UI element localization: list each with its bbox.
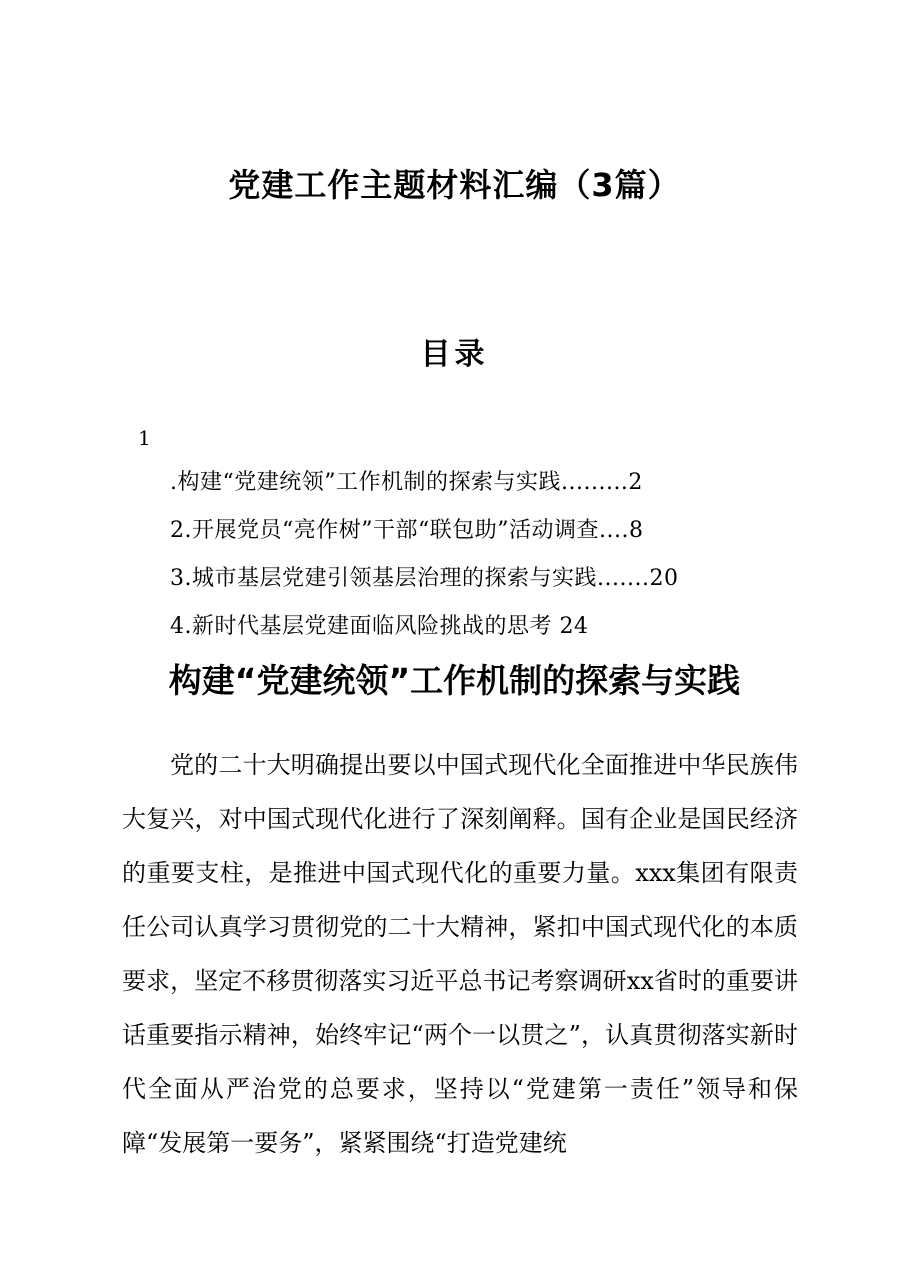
article-body-paragraph: 党的二十大明确提出要以中国式现代化全面推进中华民族伟大复兴，对中国式现代化进行了深刻阐释。国有企业是国民经济的重要支柱，是推进中国式现代化的重要力量。xxx集团有限责任公司认真学习贯彻党的二十大精神，紧扣中国式现代化的本质要求，坚定不移贯彻落实习近平总书记考察调研xx省时的重要讲话重要指示精神，始终牢记“两个一以贯之”，认真贯彻落实新时代全面从严治党的总要求，坚持以“党建第一责任”领导和保障“发展第一要务”，紧紧围绕“打造党建统	[122, 751, 798, 1157]
article-title: 构建“党建统领”工作机制的探索与实践	[168, 661, 741, 700]
toc-item: .构建“党建统领”工作机制的探索与实践.........2	[170, 470, 643, 495]
toc-item: 4.新时代基层党建面临风险挑战的思考 24	[170, 614, 589, 639]
document-title: 党建工作主题材料汇编（3篇）	[228, 166, 681, 204]
toc-heading: 目录	[420, 337, 489, 372]
toc-leading-number: 1	[138, 426, 151, 450]
toc-item: 2.开展党员“亮作树”干部“联包助”活动调查....8	[170, 518, 644, 543]
toc-list	[170, 465, 790, 657]
toc-item: 3.城市基层党建引领基层治理的探索与实践.......20	[170, 566, 679, 591]
